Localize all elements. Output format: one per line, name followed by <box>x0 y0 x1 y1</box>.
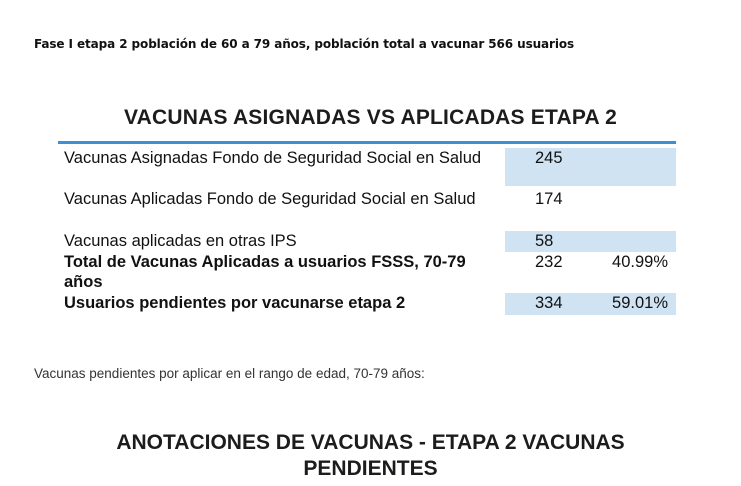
row-value: 174 <box>535 190 563 208</box>
table-title: VACUNAS ASIGNADAS VS APLICADAS ETAPA 2 <box>124 106 617 129</box>
row-value: 334 <box>505 293 593 315</box>
row-percent <box>593 148 676 186</box>
row-label: Vacunas Aplicadas Fondo de Seguridad Social en Salud <box>64 190 476 208</box>
table-row <box>58 144 676 186</box>
vaccines-table <box>58 141 676 315</box>
row-percent: 59.01% <box>593 293 676 315</box>
section-title-line2: PENDIENTES <box>303 457 438 480</box>
row-label: Total de Vacunas Aplicadas a usuarios FSSS, 70-79 años <box>64 253 466 291</box>
row-label: Vacunas aplicadas en otras IPS <box>64 232 297 250</box>
row-label: Usuarios pendientes por vacunarse etapa 2 <box>64 294 406 312</box>
row-value: 245 <box>505 148 593 186</box>
row-value: 232 <box>535 253 563 271</box>
section-title-line1: ANOTACIONES DE VACUNAS - ETAPA 2 VACUNAS <box>116 431 625 454</box>
table-row <box>58 252 676 293</box>
table-row <box>58 293 676 315</box>
row-percent <box>593 189 676 231</box>
section-title <box>0 430 741 482</box>
intro-text: Fase I etapa 2 población de 60 a 79 años, población total a vacunar 566 usuarios <box>34 37 575 51</box>
table-row <box>58 186 676 231</box>
row-percent <box>593 231 676 252</box>
row-label: Vacunas Asignadas Fondo de Seguridad Social en Salud <box>64 149 482 167</box>
table-row <box>58 231 676 252</box>
row-percent: 40.99% <box>612 253 668 271</box>
pending-note: Vacunas pendientes por aplicar en el rango de edad, 70-79 años: <box>34 366 425 381</box>
row-value: 58 <box>505 231 593 252</box>
